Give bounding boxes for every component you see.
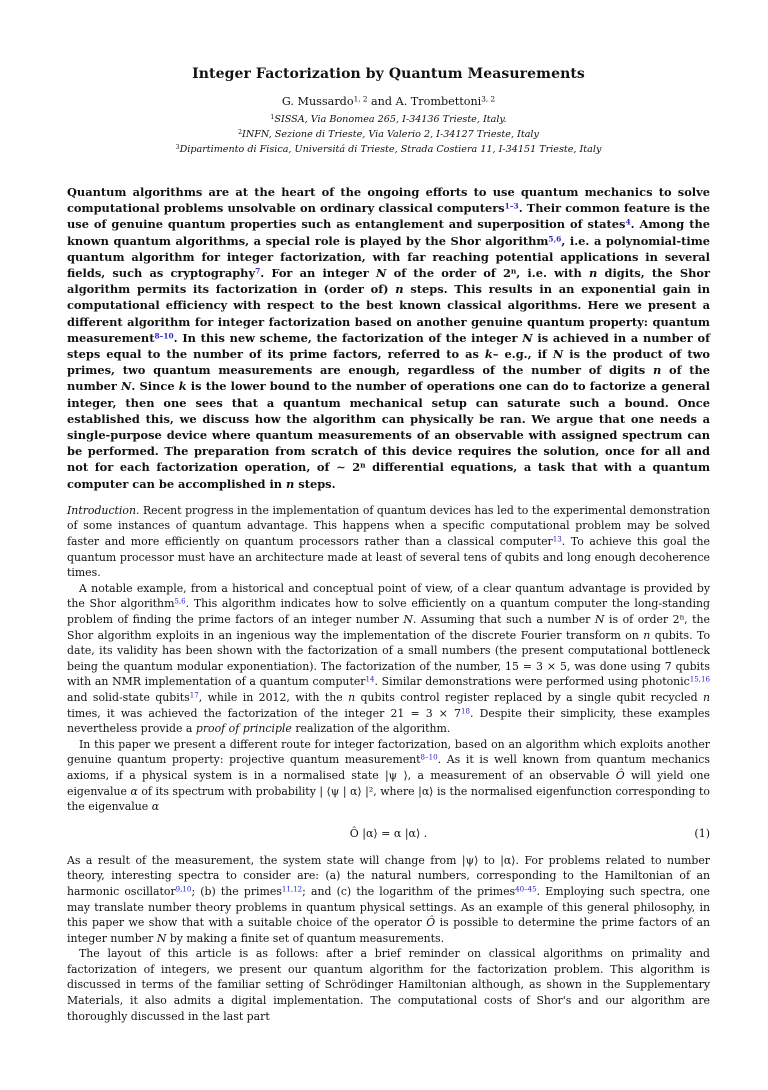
citation-link[interactable]: 1–3 [504,201,519,211]
affiliation-text: SISSA, Via Bonomea 265, I-34136 Trieste, Italy. [274,114,507,125]
math-symbol: N [552,347,564,362]
affiliation-line [67,127,710,142]
exponent: n [679,612,685,622]
citation-link[interactable]: 18 [460,706,470,716]
text-run: . Despite their simplicity, these examples nevertheless provide a [67,706,710,736]
citation-link[interactable]: 8–10 [420,752,438,762]
text-run: . This algorithm indicates how to solve efficiently on a quantum computer the long-standing problem of finding the prime factors of an integer number [67,597,710,627]
citation-link[interactable]: 13 [552,534,562,544]
math-symbol: proof of principle [195,722,292,736]
text-run: . Among the known quantum algorithms, a special role is played by the Shor algorithm [67,217,710,248]
equation-number: (1) [694,826,710,840]
math-symbol: N [522,330,533,345]
math-symbol: Introduction. [67,503,140,517]
text-run: , i.e. a polynomial-time quantum algorithm for integer factorization, with far reaching potential applications in several fields, such as cryptography [67,233,711,281]
paragraph [67,581,710,737]
text-run: qubits. To date, its validity has been shown with the factorization of a small numbers (the present computational bottleneck being the quantum modular exponentiation). The factorization of the number, 15 = 3 × 5, was done using 7 qubits with an NMR implementation of a quantum computer [67,628,711,689]
math-symbol: N [594,613,605,627]
math-symbol: N [121,379,132,394]
affiliation-text: INFN, Sezione di Trieste, Via Valerio 2, I-34127 Trieste, Italy [242,129,539,140]
citation-link[interactable]: 9,10 [175,884,192,894]
text-run: . To achieve this goal the quantum processor must have an architecture made at least of several tens of qubits and long enough decoherence times. [67,535,710,580]
text-run: . As it is well known from quantum mechanics axioms, if a physical system is in a normalised state |ψ ⟩, a measurement of an observable [67,753,710,782]
text-run: A notable example, from a historical and conceptual point of view, of a clear quantum advantage is provided by the Shor algorithm [67,581,710,611]
math-symbol: n [286,476,295,491]
text-run: . Employing such spectra, one may translate number theory problems in quantum physical settings. As an example of this general philosophy, in this paper we show that with a suitable choice of the operator [67,884,711,930]
citation-link[interactable]: 40–45 [515,884,537,894]
author-name: A. Trombettoni [395,95,482,108]
math-symbol: k [178,379,187,394]
math-symbol: n [589,266,598,281]
text-run: qubits control register replaced by a single qubit recycled [355,690,703,704]
paragraph [67,503,710,581]
text-run: will yield one eigenvalue [67,768,710,798]
citation-link[interactable]: 4 [625,217,631,227]
affiliations [67,112,710,157]
affiliation-line [67,112,710,127]
text-run: differential equations, a task that with a quantum computer can be accomplished in [67,460,710,491]
text-run: is the lower bound to the number of operations one can do to factorize a general integer, then one sees that a quantum mechanical setup can saturate such a bound. Once established this, we discuss how the algorithm can physically be ran. We argue that one needs a single-purpose device where quantum measurements of an observable with assigned spectrum can be performed. The preparation from scratch of this device requires the solution, once for all and not for each factorization operation, of ∼ 2 [67,379,710,475]
text-run: ; (b) the primes [191,884,282,898]
text-run: . Assuming that such a number [412,613,595,627]
affiliation-mark: 3 [175,143,180,151]
text-run: steps. [294,476,336,491]
equation-expression: Ô |α⟩ = α |α⟩ . [349,826,428,840]
text-run: Recent progress in the implementation of quantum devices has led to the experimental demonstration of some instances of quantum advantage. This happens when a specific computational problem may be solved faster and more efficiently on quantum processors rather than a classical computer [67,503,710,549]
text-run: is achieved in a number of steps equal to the number of its prime factors, referred to as [67,330,710,362]
citation-link[interactable]: 14 [365,674,375,684]
author-affiliation-mark: 3, 2 [481,94,496,104]
math-symbol: n [702,690,710,704]
affiliation-line [67,142,710,157]
math-symbol: N [403,613,413,627]
text-run: by making a finite set of quantum measurements. [166,931,445,945]
math-symbol: n [643,628,651,642]
text-run: . Since [131,379,179,394]
math-symbol: n [652,363,662,378]
abstract [67,184,710,492]
citation-link[interactable]: 15,16 [689,674,711,684]
citation-link[interactable]: 5,6 [548,233,562,243]
text-run: . In this new scheme, the factorization of the integer [173,330,523,345]
text-run: realization of the algorithm. [291,722,451,736]
exponent: n [510,266,517,276]
math-symbol: N [156,931,167,945]
equation [67,819,710,849]
text-run: , while in 2012, with the [198,690,349,704]
text-run: digits, the Shor algorithm permits its factorization in (order of) [67,266,710,297]
body-text [67,503,710,1024]
text-run: In this paper we present a different route for integer factorization, based on an algorithm which exploits another genuine quantum property: projective quantum measurement [67,737,710,767]
paper-title: Integer Factorization by Quantum Measurements [192,66,585,82]
text-run: times, it was achieved the factorization of the integer 21 = 3 × 7 [67,706,461,720]
exponent: n [360,460,366,470]
paragraph [67,737,710,815]
citation-link[interactable]: 17 [189,690,199,700]
citation-link[interactable]: 11,12 [281,884,303,894]
author-affiliation-mark: 1, 2 [353,94,368,104]
text-run: is possible to determine the prime factors of an integer number [67,916,710,945]
math-symbol: N [376,266,387,281]
citation-link[interactable]: 7 [255,266,261,276]
text-run: . For an integer [260,266,376,281]
math-symbol: n [395,282,404,297]
author-list [67,95,710,108]
math-symbol: k [484,347,493,362]
text-run: and solid-state qubits [67,690,190,704]
math-symbol: α [130,784,138,798]
math-symbol: Ô [426,916,436,930]
text-run: of the order of 2 [386,266,511,281]
text-run: . Similar demonstrations were performed using photonic [374,675,690,689]
citation-link[interactable]: 8–10 [154,331,174,341]
text-run: is the product of two primes, two quantum measurements are enough, regardless of the number of digits [67,347,710,378]
text-run: , the Shor algorithm exploits in an ingenious way the implementation of the discrete Fourier transform on [67,613,710,642]
text-run: – e.g., if [492,347,553,362]
text-run: . Their common feature is the use of genuine quantum properties such as entanglement and superposition of states [67,201,710,232]
author-joiner: and [367,95,396,108]
paper-page [0,66,768,1090]
math-symbol: α [151,800,160,814]
affiliation-mark: 1 [270,113,275,121]
text-run: As a result of the measurement, the system state will change from |ψ⟩ to |α⟩. For problems related to number theory, interesting spectra to consider are: (a) the natural numbers, corresponding to the Hamiltonian of an harmonic oscillator [67,853,710,898]
text-run: steps. This results in an exponential gain in computational efficiency with respect to the best known classical algorithms. Here we present a different algorithm for integer factorization based on another genuine quantum property: quantum measurement [67,282,710,345]
text-run: is of order 2 [604,613,680,627]
math-symbol: Ô [615,768,625,782]
text-run: ; and (c) the logarithm of the primes [302,884,516,898]
text-run: Quantum algorithms are at the heart of the ongoing efforts to use quantum mechanics to solve computational problems unsolvable on ordinary classical computers [67,185,710,216]
paragraph [67,946,710,1024]
citation-link[interactable]: 5,6 [174,596,186,606]
paragraph [67,853,710,947]
affiliation-text: Dipartimento di Fisica, Universitá di Trieste, Strada Costiera 11, I-34151 Trieste, Italy [179,144,602,155]
text-run: The layout of this article is as follows: after a brief reminder on classical algorithms on primality and factorization of integers, we present our quantum algorithm for the factorization problem. This algorithm is discussed in terms of the familiar setting of Schrödinger Hamiltonian although, as shown in the Supplementary Materials, it also admits a digital implementation. The computational costs of Shor's and our algorithm are thoroughly discussed in the last part [67,947,710,1023]
author-name: G. Mussardo [281,95,354,108]
text-run: of the number [67,363,710,394]
math-symbol: n [348,690,356,704]
text-run: of its spectrum with probability | ⟨ψ | α⟩ |², where |α⟩ is the normalised eigenfunction corresponding to the eigenvalue [67,784,710,814]
affiliation-mark: 2 [238,128,243,136]
text-run: , i.e. with [516,266,589,281]
